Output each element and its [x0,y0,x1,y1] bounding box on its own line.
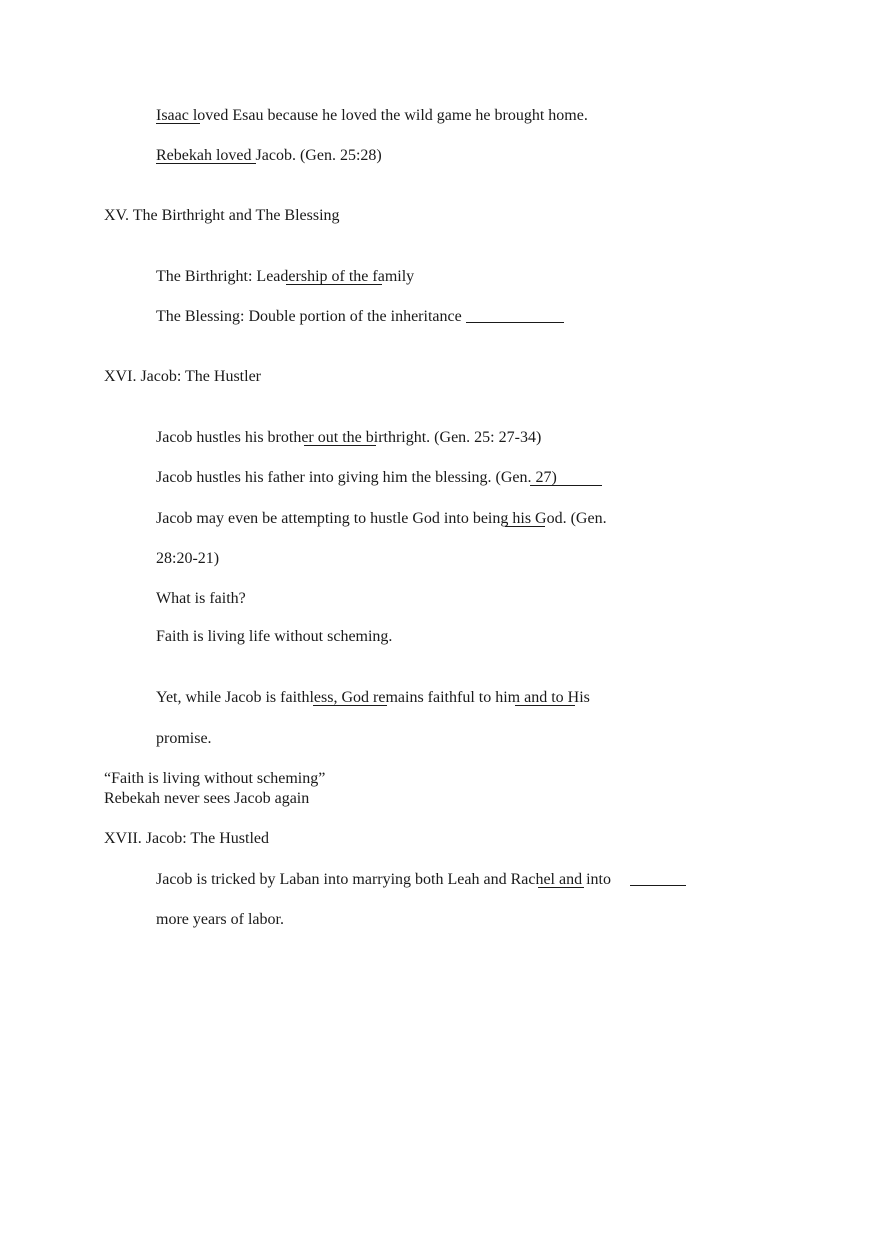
text-line: 28:20-21) [156,550,220,567]
blank-underline [156,123,200,124]
blank-underline [286,284,382,285]
section-heading: XV. The Birthright and The Blessing [104,207,340,224]
quote-line: “Faith is living without scheming” [104,770,326,787]
blank-underline [313,705,387,706]
blank-underline [530,485,602,486]
text-line: Rebekah loved Jacob. (Gen. 25:28) [156,147,382,164]
text-line: The Birthright: Leadership of the family [156,268,415,285]
text-line: Jacob may even be attempting to hustle God into being his God. (Gen. [156,510,607,527]
text-line: more years of labor. [156,911,284,928]
blank-underline [304,445,376,446]
text-line: Isaac loved Esau because he loved the wild game he brought home. [156,107,588,124]
section-heading: XVII. Jacob: The Hustled [104,830,269,847]
blank-underline [156,163,256,164]
text-line: Rebekah never sees Jacob again [104,790,310,807]
blank-underline [466,322,564,323]
text-line: The Blessing: Double portion of the inheritance [156,308,462,325]
blank-underline [505,526,545,527]
text-line: What is faith? [156,590,246,607]
blank-underline [538,887,584,888]
text-line: Jacob hustles his brother out the birthright. (Gen. 25: 27-34) [156,429,542,446]
text-line: Faith is living life without scheming. [156,628,393,645]
section-heading: XVI. Jacob: The Hustler [104,368,261,385]
blank-underline [515,705,575,706]
blank-underline [630,885,686,886]
text-line: Yet, while Jacob is faithless, God remains faithful to him and to His [156,689,590,706]
text-line: Jacob is tricked by Laban into marrying both Leah and Rachel and into [156,871,611,888]
text-line: promise. [156,730,212,747]
text-line: Jacob hustles his father into giving him the blessing. (Gen. 27) [156,469,557,486]
